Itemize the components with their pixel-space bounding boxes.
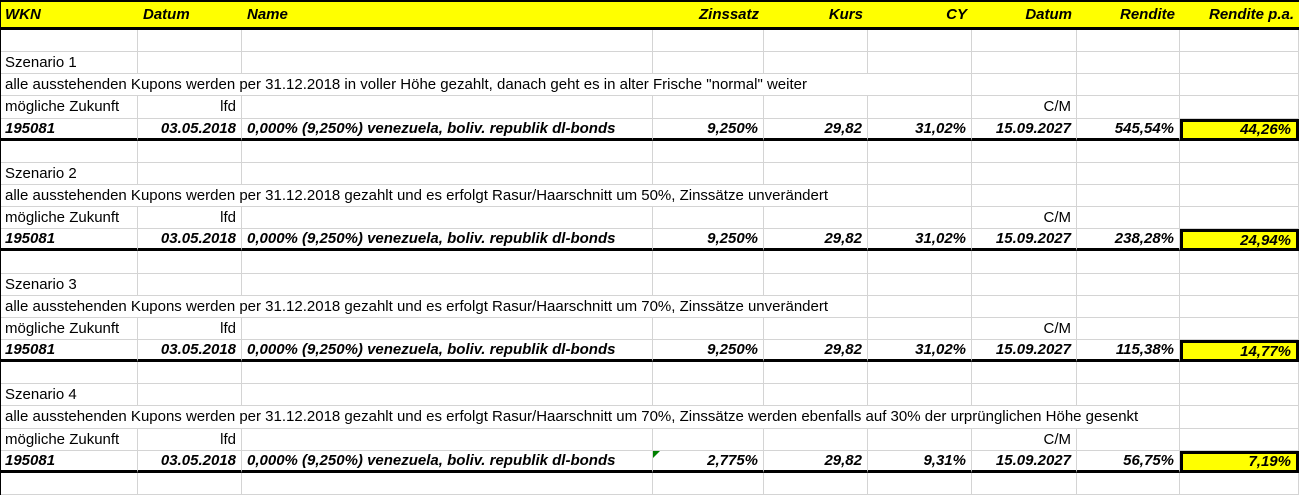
empty-cell[interactable] [242,251,653,273]
cell-wkn[interactable]: 195081 [0,451,138,473]
empty-cell[interactable] [1180,274,1299,296]
empty-cell[interactable] [1180,185,1299,207]
empty-cell[interactable] [1077,52,1180,74]
row-label-possible-future[interactable]: mögliche Zukunft [0,207,138,229]
empty-cell[interactable] [138,362,242,384]
empty-cell[interactable] [653,362,764,384]
empty-cell[interactable] [1077,141,1180,163]
cell-maturity-date[interactable]: 15.09.2027 [972,229,1077,251]
empty-cell[interactable] [868,96,972,118]
empty-cell[interactable] [653,429,764,451]
column-header-rendite[interactable]: Rendite [1077,0,1180,30]
cell-price[interactable]: 29,82 [764,119,868,141]
column-header-cy[interactable]: CY [868,0,972,30]
empty-cell[interactable] [653,52,764,74]
empty-cell[interactable] [1077,318,1180,340]
scenario-title[interactable]: Szenario 4 [0,384,138,406]
empty-cell[interactable] [0,30,138,52]
cell-wkn[interactable]: 195081 [0,340,138,362]
empty-cell[interactable] [1077,185,1180,207]
empty-cell[interactable] [242,318,653,340]
empty-cell[interactable] [764,251,868,273]
empty-cell[interactable] [242,384,653,406]
empty-cell[interactable] [868,429,972,451]
empty-cell[interactable] [764,52,868,74]
empty-cell[interactable] [972,163,1077,185]
empty-cell[interactable] [653,274,764,296]
empty-cell[interactable] [653,30,764,52]
empty-cell[interactable] [764,141,868,163]
empty-cell[interactable] [138,274,242,296]
empty-cell[interactable] [1180,141,1299,163]
cell-yield[interactable]: 545,54% [1077,119,1180,141]
column-header-datum[interactable]: Datum [138,0,242,30]
empty-cell[interactable] [972,52,1077,74]
empty-cell[interactable] [0,362,138,384]
row-label-cm[interactable]: C/M [972,207,1077,229]
sheet-left-border [0,0,1,495]
scenario-description[interactable]: alle ausstehenden Kupons werden per 31.12.2018 in voller Höhe gezahlt, danach geht es in alter Frische "normal" weiter [0,74,972,96]
empty-cell[interactable] [972,473,1077,495]
cell-interest-rate[interactable]: 9,250% [653,229,764,251]
column-header-zinssatz[interactable]: Zinssatz [653,0,764,30]
empty-cell[interactable] [242,52,653,74]
cell-maturity-date[interactable]: 15.09.2027 [972,119,1077,141]
cell-wkn[interactable]: 195081 [0,229,138,251]
empty-cell[interactable] [868,185,972,207]
cell-interest-rate[interactable] [653,451,764,473]
empty-cell[interactable] [653,384,764,406]
empty-cell[interactable] [653,318,764,340]
empty-cell[interactable] [868,473,972,495]
empty-cell[interactable] [1180,96,1299,118]
empty-cell[interactable] [1180,473,1299,495]
empty-cell[interactable] [0,473,138,495]
empty-cell[interactable] [972,141,1077,163]
scenario-title[interactable]: Szenario 1 [0,52,138,74]
empty-cell[interactable] [138,163,242,185]
empty-cell[interactable] [653,96,764,118]
empty-cell[interactable] [868,274,972,296]
cell-maturity-date[interactable]: 15.09.2027 [972,451,1077,473]
empty-cell[interactable] [242,141,653,163]
cell-bond-name[interactable]: 0,000% (9,250%) venezuela, boliv. republik dl-bonds [242,229,653,251]
note-indicator-icon [653,451,660,458]
empty-cell[interactable] [868,141,972,163]
empty-cell[interactable] [1077,163,1180,185]
empty-cell[interactable] [764,30,868,52]
empty-cell[interactable] [1180,318,1299,340]
empty-cell[interactable] [1180,296,1299,318]
cell-price[interactable]: 29,82 [764,229,868,251]
empty-cell[interactable] [653,251,764,273]
empty-cell[interactable] [972,274,1077,296]
empty-cell[interactable] [868,30,972,52]
column-header-kurs[interactable]: Kurs [764,0,868,30]
empty-cell[interactable] [0,251,138,273]
empty-cell[interactable] [138,141,242,163]
empty-cell[interactable] [868,296,972,318]
empty-cell[interactable] [242,429,653,451]
empty-cell[interactable] [972,30,1077,52]
empty-cell[interactable] [764,163,868,185]
empty-cell[interactable] [972,185,1077,207]
empty-cell[interactable] [868,318,972,340]
empty-cell[interactable] [868,362,972,384]
empty-cell[interactable] [1077,74,1180,96]
empty-cell[interactable] [764,362,868,384]
cell-date[interactable]: 03.05.2018 [138,119,242,141]
empty-cell[interactable] [868,163,972,185]
cell-yield-pa-highlight[interactable]: 24,94% [1180,229,1299,251]
empty-cell[interactable] [653,473,764,495]
empty-cell[interactable] [764,473,868,495]
empty-cell[interactable] [868,384,972,406]
empty-cell[interactable] [1180,207,1299,229]
empty-cell[interactable] [868,251,972,273]
row-label-possible-future[interactable]: mögliche Zukunft [0,318,138,340]
empty-cell[interactable] [1180,52,1299,74]
empty-cell[interactable] [972,74,1077,96]
empty-cell[interactable] [138,52,242,74]
row-label-cm[interactable]: C/M [972,429,1077,451]
cell-yield-pa-highlight[interactable]: 14,77% [1180,340,1299,362]
empty-cell[interactable] [242,96,653,118]
cell-current-yield[interactable]: 9,31% [868,451,972,473]
empty-cell[interactable] [1077,274,1180,296]
empty-cell[interactable] [1077,429,1180,451]
empty-cell[interactable] [1180,30,1299,52]
column-header-name[interactable]: Name [242,0,653,30]
empty-cell[interactable] [242,163,653,185]
cell-interest-rate[interactable]: 9,250% [653,340,764,362]
cell-bond-name[interactable]: 0,000% (9,250%) venezuela, boliv. republik dl-bonds [242,451,653,473]
cell-current-yield[interactable]: 31,02% [868,119,972,141]
row-label-lfd[interactable]: lfd [138,96,242,118]
cell-yield[interactable]: 56,75% [1077,451,1180,473]
column-header-wkn[interactable]: WKN [0,0,138,30]
empty-cell[interactable] [242,207,653,229]
empty-cell[interactable] [764,207,868,229]
empty-cell[interactable] [1077,251,1180,273]
cell-yield-pa-highlight[interactable]: 44,26% [1180,119,1299,141]
empty-cell[interactable] [138,30,242,52]
empty-cell[interactable] [1180,384,1299,406]
empty-cell[interactable] [242,362,653,384]
row-label-possible-future[interactable]: mögliche Zukunft [0,96,138,118]
empty-cell[interactable] [1180,362,1299,384]
cell-interest-rate-value: 2,775% [707,451,758,469]
empty-cell[interactable] [1077,207,1180,229]
empty-cell[interactable] [242,274,653,296]
cell-interest-rate[interactable]: 9,250% [653,119,764,141]
cell-current-yield[interactable]: 31,02% [868,229,972,251]
empty-cell[interactable] [868,52,972,74]
empty-cell[interactable] [1077,30,1180,52]
cell-current-yield[interactable]: 31,02% [868,340,972,362]
empty-cell[interactable] [653,141,764,163]
empty-cell[interactable] [1077,96,1180,118]
scenario-description[interactable]: alle ausstehenden Kupons werden per 31.12.2018 gezahlt und es erfolgt Rasur/Haarschnitt um 50%, Zinssätze unverändert [0,185,868,207]
row-label-lfd[interactable]: lfd [138,429,242,451]
scenario-description[interactable]: alle ausstehenden Kupons werden per 31.12.2018 gezahlt und es erfolgt Rasur/Haarschnitt um 70%, Zinssätze werden ebenfalls auf 30% der urprünglichen Höhe gesenkt [0,406,1180,428]
empty-cell[interactable] [764,274,868,296]
empty-cell[interactable] [1180,429,1299,451]
empty-cell[interactable] [653,207,764,229]
empty-cell[interactable] [1180,251,1299,273]
empty-cell[interactable] [764,429,868,451]
cell-yield-pa-highlight[interactable]: 7,19% [1180,451,1299,473]
row-label-cm[interactable]: C/M [972,96,1077,118]
empty-cell[interactable] [138,251,242,273]
empty-cell[interactable] [764,96,868,118]
row-label-lfd[interactable]: lfd [138,207,242,229]
empty-cell[interactable] [868,207,972,229]
empty-cell[interactable] [138,473,242,495]
scenario-description[interactable]: alle ausstehenden Kupons werden per 31.12.2018 gezahlt und es erfolgt Rasur/Haarschnitt um 70%, Zinssätze unverändert [0,296,868,318]
cell-yield[interactable]: 238,28% [1077,229,1180,251]
empty-cell[interactable] [1077,384,1180,406]
row-label-cm[interactable]: C/M [972,318,1077,340]
scenario-title[interactable]: Szenario 2 [0,163,138,185]
empty-cell[interactable] [764,384,868,406]
column-header-datum2[interactable]: Datum [972,0,1077,30]
empty-cell[interactable] [1180,406,1299,428]
cell-date[interactable]: 03.05.2018 [138,451,242,473]
empty-cell[interactable] [764,318,868,340]
empty-cell[interactable] [242,473,653,495]
cell-date[interactable]: 03.05.2018 [138,229,242,251]
cell-yield[interactable]: 115,38% [1077,340,1180,362]
empty-cell[interactable] [972,384,1077,406]
empty-cell[interactable] [0,141,138,163]
column-header-rendite-pa[interactable]: Rendite p.a. [1180,0,1299,30]
cell-price[interactable]: 29,82 [764,340,868,362]
empty-cell[interactable] [1180,74,1299,96]
cell-wkn[interactable]: 195081 [0,119,138,141]
empty-cell[interactable] [972,251,1077,273]
empty-cell[interactable] [138,384,242,406]
scenario-title[interactable]: Szenario 3 [0,274,138,296]
cell-price[interactable]: 29,82 [764,451,868,473]
row-label-possible-future[interactable]: mögliche Zukunft [0,429,138,451]
empty-cell[interactable] [242,30,653,52]
cell-bond-name[interactable]: 0,000% (9,250%) venezuela, boliv. republik dl-bonds [242,340,653,362]
empty-cell[interactable] [1077,473,1180,495]
empty-cell[interactable] [1077,296,1180,318]
cell-date[interactable]: 03.05.2018 [138,340,242,362]
cell-maturity-date[interactable]: 15.09.2027 [972,340,1077,362]
cell-bond-name[interactable]: 0,000% (9,250%) venezuela, boliv. republik dl-bonds [242,119,653,141]
empty-cell[interactable] [653,163,764,185]
empty-cell[interactable] [972,362,1077,384]
empty-cell[interactable] [1180,163,1299,185]
empty-cell[interactable] [1077,362,1180,384]
empty-cell[interactable] [972,296,1077,318]
row-label-lfd[interactable]: lfd [138,318,242,340]
